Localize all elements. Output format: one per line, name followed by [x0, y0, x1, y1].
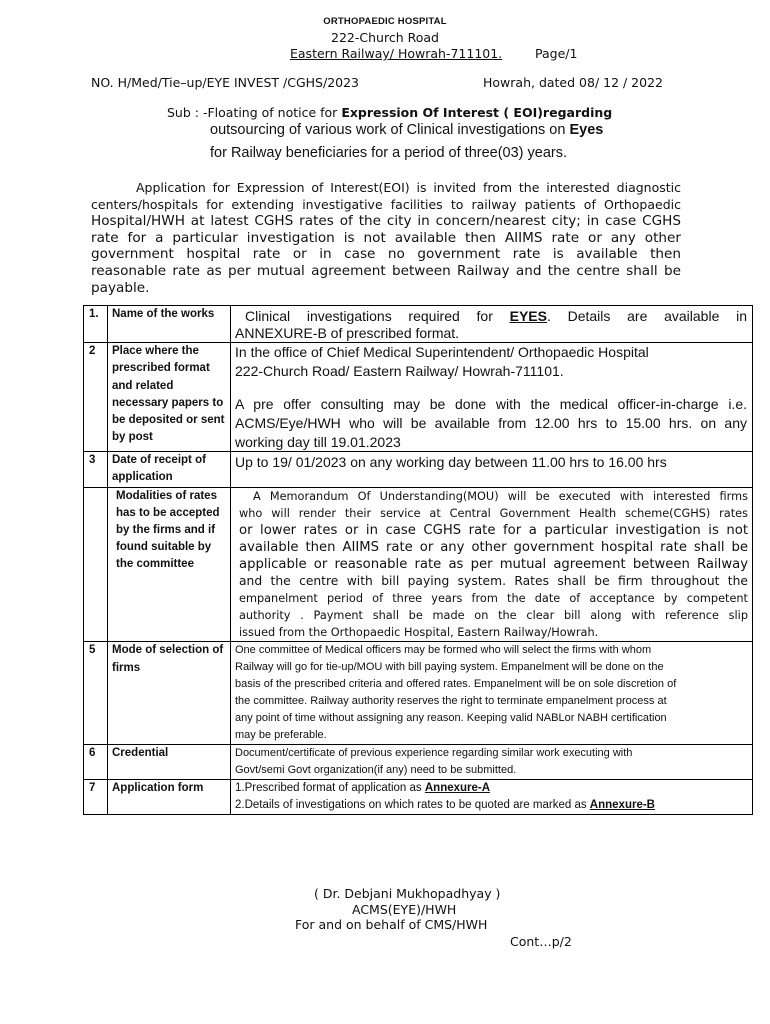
selection-line: One committee of Medical officers may be formed who will select the firms with whom	[235, 644, 652, 657]
intro-line: payable.	[91, 279, 150, 296]
works-line-2: ANNEXURE-B of prescribed format.	[235, 324, 460, 341]
row-value	[231, 452, 753, 487]
consult-line-3: working day till 19.01.2023	[235, 433, 401, 450]
row-number: 1.	[84, 306, 108, 343]
table-row	[84, 343, 753, 452]
credential-line: Govt/semi Govt organization(if any) need to be submitted.	[235, 764, 517, 777]
table-row	[84, 780, 753, 815]
continued-marker: Cont…p/2	[510, 934, 572, 949]
intro-paragraph	[91, 180, 681, 296]
intro-line: Application for Expression of Interest(EOI) is invited from the interested diagnostic	[136, 180, 681, 195]
row-number: 2	[84, 343, 108, 452]
row-value	[231, 745, 753, 780]
address-line-2: Eastern Railway/ Howrah-711101.	[290, 46, 503, 61]
selection-line: the committee. Railway authority reserves the right to terminate empanelment process at	[235, 695, 667, 708]
row-label: Place where the prescribed format and related necessary papers to be deposited or sent by post	[108, 343, 231, 452]
subject-bold: Expression Of Interest ( EOI)regarding	[341, 105, 613, 120]
hospital-name: ORTHOPAEDIC HOSPITAL	[323, 16, 447, 27]
annexure-b-text: 2.Details of investigations on which rates to be quoted are marked as	[235, 799, 590, 812]
mou-line: applicable or reasonable rate as per mutual agreement between Railway	[239, 556, 748, 572]
eoi-details-table	[83, 305, 753, 815]
intro-line: Hospital/HWH at latest CGHS rates of the city in concern/nearest city; in case CGHS	[91, 213, 681, 230]
row-number	[84, 487, 108, 642]
mou-line: empanelment period of three years from the date of acceptance by competent	[239, 592, 748, 606]
consult-line-2: ACMS/Eye/HWH who will be available from 12.00 hrs to 15.00 hrs. on any	[235, 414, 747, 431]
office-line-2: 222-Church Road/ Eastern Railway/ Howrah-711101.	[235, 362, 564, 379]
page-number: Page/1	[535, 46, 578, 61]
signatory-behalf: For and on behalf of CMS/HWH	[295, 917, 488, 932]
receipt-date: Up to 19/ 01/2023 on any working day between 11.00 hrs to 16.00 hrs	[235, 454, 667, 471]
row-label: Mode of selection of firms	[108, 642, 231, 745]
table-row	[84, 745, 753, 780]
row-number: 6	[84, 745, 108, 780]
mou-line: and the centre with bill paying system. Rates shall be firm throughout the	[239, 574, 748, 589]
subject-line-1	[167, 105, 612, 120]
table-row	[84, 487, 753, 642]
application-form-line-1	[235, 780, 748, 797]
reference-date: Howrah, dated 08/ 12 / 2022	[483, 75, 663, 90]
subject-line-2	[210, 122, 603, 138]
consult-line-1: A pre offer consulting may be done with the medical officer-in-charge i.e.	[235, 396, 747, 413]
works-text: Clinical investigations required for	[245, 308, 510, 324]
mou-line: authority . Payment shall be made on the clear bill along with reference slip	[239, 609, 748, 623]
subject-line-2-text: outsourcing of various work of Clinical investigations on	[210, 122, 570, 138]
mou-line: A Memorandum Of Understanding(MOU) will be executed with interested firms	[253, 489, 748, 503]
subject-prefix: Sub : -Floating of notice for	[167, 105, 342, 120]
selection-line: basis of the prescribed criteria and offered rates. Empanelment will be on sole discretion of	[235, 678, 677, 691]
address-line-1: 222-Church Road	[331, 30, 439, 45]
intro-line: reasonable rate as per mutual agreement between Railway and the centre shall be	[91, 262, 681, 279]
signatory-designation: ACMS(EYE)/HWH	[352, 902, 457, 917]
subject-line-2-bold: Eyes	[569, 122, 604, 138]
mou-line: issued from the Orthopaedic Hospital, Eastern Railway/Howrah.	[239, 626, 599, 640]
reference-number: NO. H/Med/Tie–up/EYE INVEST /CGHS/2023	[91, 75, 360, 90]
selection-line: may be preferable.	[235, 729, 327, 742]
row-number: 7	[84, 780, 108, 815]
table-row	[84, 642, 753, 745]
mou-line: who will render their service at Central Government Health scheme(CGHS) rates	[239, 506, 748, 520]
subject-line-3: for Railway beneficiaries for a period of three(03) years.	[210, 145, 568, 161]
intro-line: rate for a particular investigation is not available then AIIMS rate or any other	[91, 229, 681, 246]
intro-line: government hospital rate or in case no government rate is available then	[91, 246, 681, 263]
works-eyes: EYES	[509, 308, 547, 324]
row-label: Modalities of rates has to be accepted by the firms and if found suitable by the committee	[108, 487, 231, 642]
row-value	[231, 487, 753, 642]
credential-line: Document/certificate of previous experience regarding similar work executing with	[235, 747, 633, 760]
signatory-name: ( Dr. Debjani Mukhopadhyay )	[314, 886, 501, 901]
selection-line: any point of time without assigning any reason. Keeping valid NABLor NABH certification	[235, 712, 667, 725]
row-value	[231, 780, 753, 815]
works-line-1	[245, 307, 747, 326]
row-value	[231, 343, 753, 452]
row-number: 3	[84, 452, 108, 487]
annexure-a-text: 1.Prescribed format of application as	[235, 782, 425, 795]
works-text-2: . Details are available in	[546, 308, 747, 324]
row-label: Credential	[108, 745, 231, 780]
row-label: Date of receipt of application	[108, 452, 231, 487]
table-row	[84, 306, 753, 343]
row-label: Name of the works	[108, 306, 231, 343]
selection-line: Railway will go for tie-up/MOU with bill paying system. Empanelment will be done on the	[235, 661, 664, 674]
mou-line: or lower rates or in case CGHS rate for a particular investigation is not	[239, 522, 748, 538]
row-label: Application form	[108, 780, 231, 815]
row-number: 5	[84, 642, 108, 745]
annexure-a-ref: Annexure-A	[424, 782, 491, 795]
office-line-1: In the office of Chief Medical Superintendent/ Orthopaedic Hospital	[235, 344, 649, 361]
annexure-b-ref: Annexure-B	[589, 799, 655, 812]
application-form-line-2	[235, 797, 748, 814]
intro-line: centers/hospitals for extending investigative facilities to railway patients of Orthopaedic	[91, 196, 681, 212]
mou-line: available then AIIMS rate or any other government hospital rate shall be	[239, 539, 748, 555]
row-value	[231, 306, 753, 343]
table-row	[84, 452, 753, 487]
row-value	[231, 642, 753, 745]
